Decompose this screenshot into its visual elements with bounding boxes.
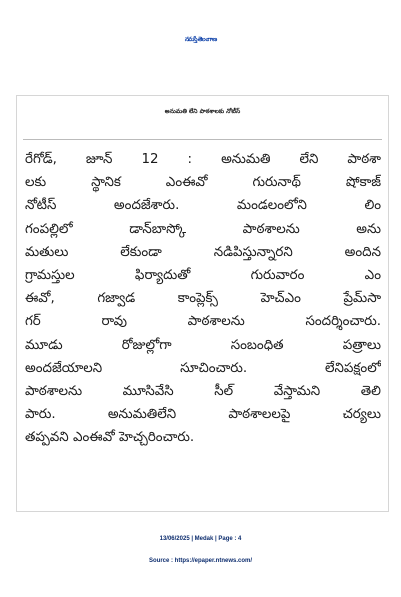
headline-divider xyxy=(23,139,382,140)
article-line: గంపల్లిలో డాన్‌బాస్కో పాఠశాలను అను xyxy=(25,221,381,237)
source-link[interactable]: Source : https://epaper.ntnews.com/ xyxy=(148,558,253,564)
article-line: పాఠశాలను మూసివేసి సీల్ వేస్తామని తెలి xyxy=(25,383,381,399)
article-line: అందజేయాలని సూచించారు. లేనిపక్షంలో xyxy=(25,360,381,376)
article-line: నోటీస్ అందజేశారు. మండలంలోని లిం xyxy=(25,198,381,214)
article-line: పారు. అనుమతిలేని పాఠశాలలపై చర్యలు xyxy=(25,407,381,423)
article-line: మతులు లేకుండా నడిపిస్తున్నారని అందిన xyxy=(25,244,381,260)
news-clipping xyxy=(16,95,389,512)
article-line: గ్రామస్తుల ఫిర్యాదుతో గురువారం ఎం xyxy=(25,267,381,283)
article-body xyxy=(25,148,381,449)
article-line: రేగోడ్, జూన్ 12 : అనుమతి లేని పాఠశా xyxy=(25,152,381,167)
article-line: తప్పవని ఎంఈవో హెచ్చరించారు. xyxy=(25,430,195,446)
edition-info: 13/06/2025 | Medak | Page : 4 xyxy=(159,536,242,542)
article-line: లకు స్థానిక ఎంఈవో గురునాథ్ షోకాజ్ xyxy=(25,175,381,191)
newspaper-masthead: నమస్తే తెలంగాణ xyxy=(184,36,217,43)
article-line: ఈవో, గజ్వాడ కాంప్లెక్స్ హెచ్‌ఎం ప్రేమ్‌సా xyxy=(25,291,381,307)
article-line: గర్ రావు పాఠశాలను సందర్శించారు. xyxy=(25,314,381,330)
article-headline: అనుమతి లేని పాఠశాలకు నోటీస్ xyxy=(164,108,241,115)
article-line: మూడు రోజుల్లోగా సంబంధిత పత్రాలు xyxy=(25,337,381,353)
